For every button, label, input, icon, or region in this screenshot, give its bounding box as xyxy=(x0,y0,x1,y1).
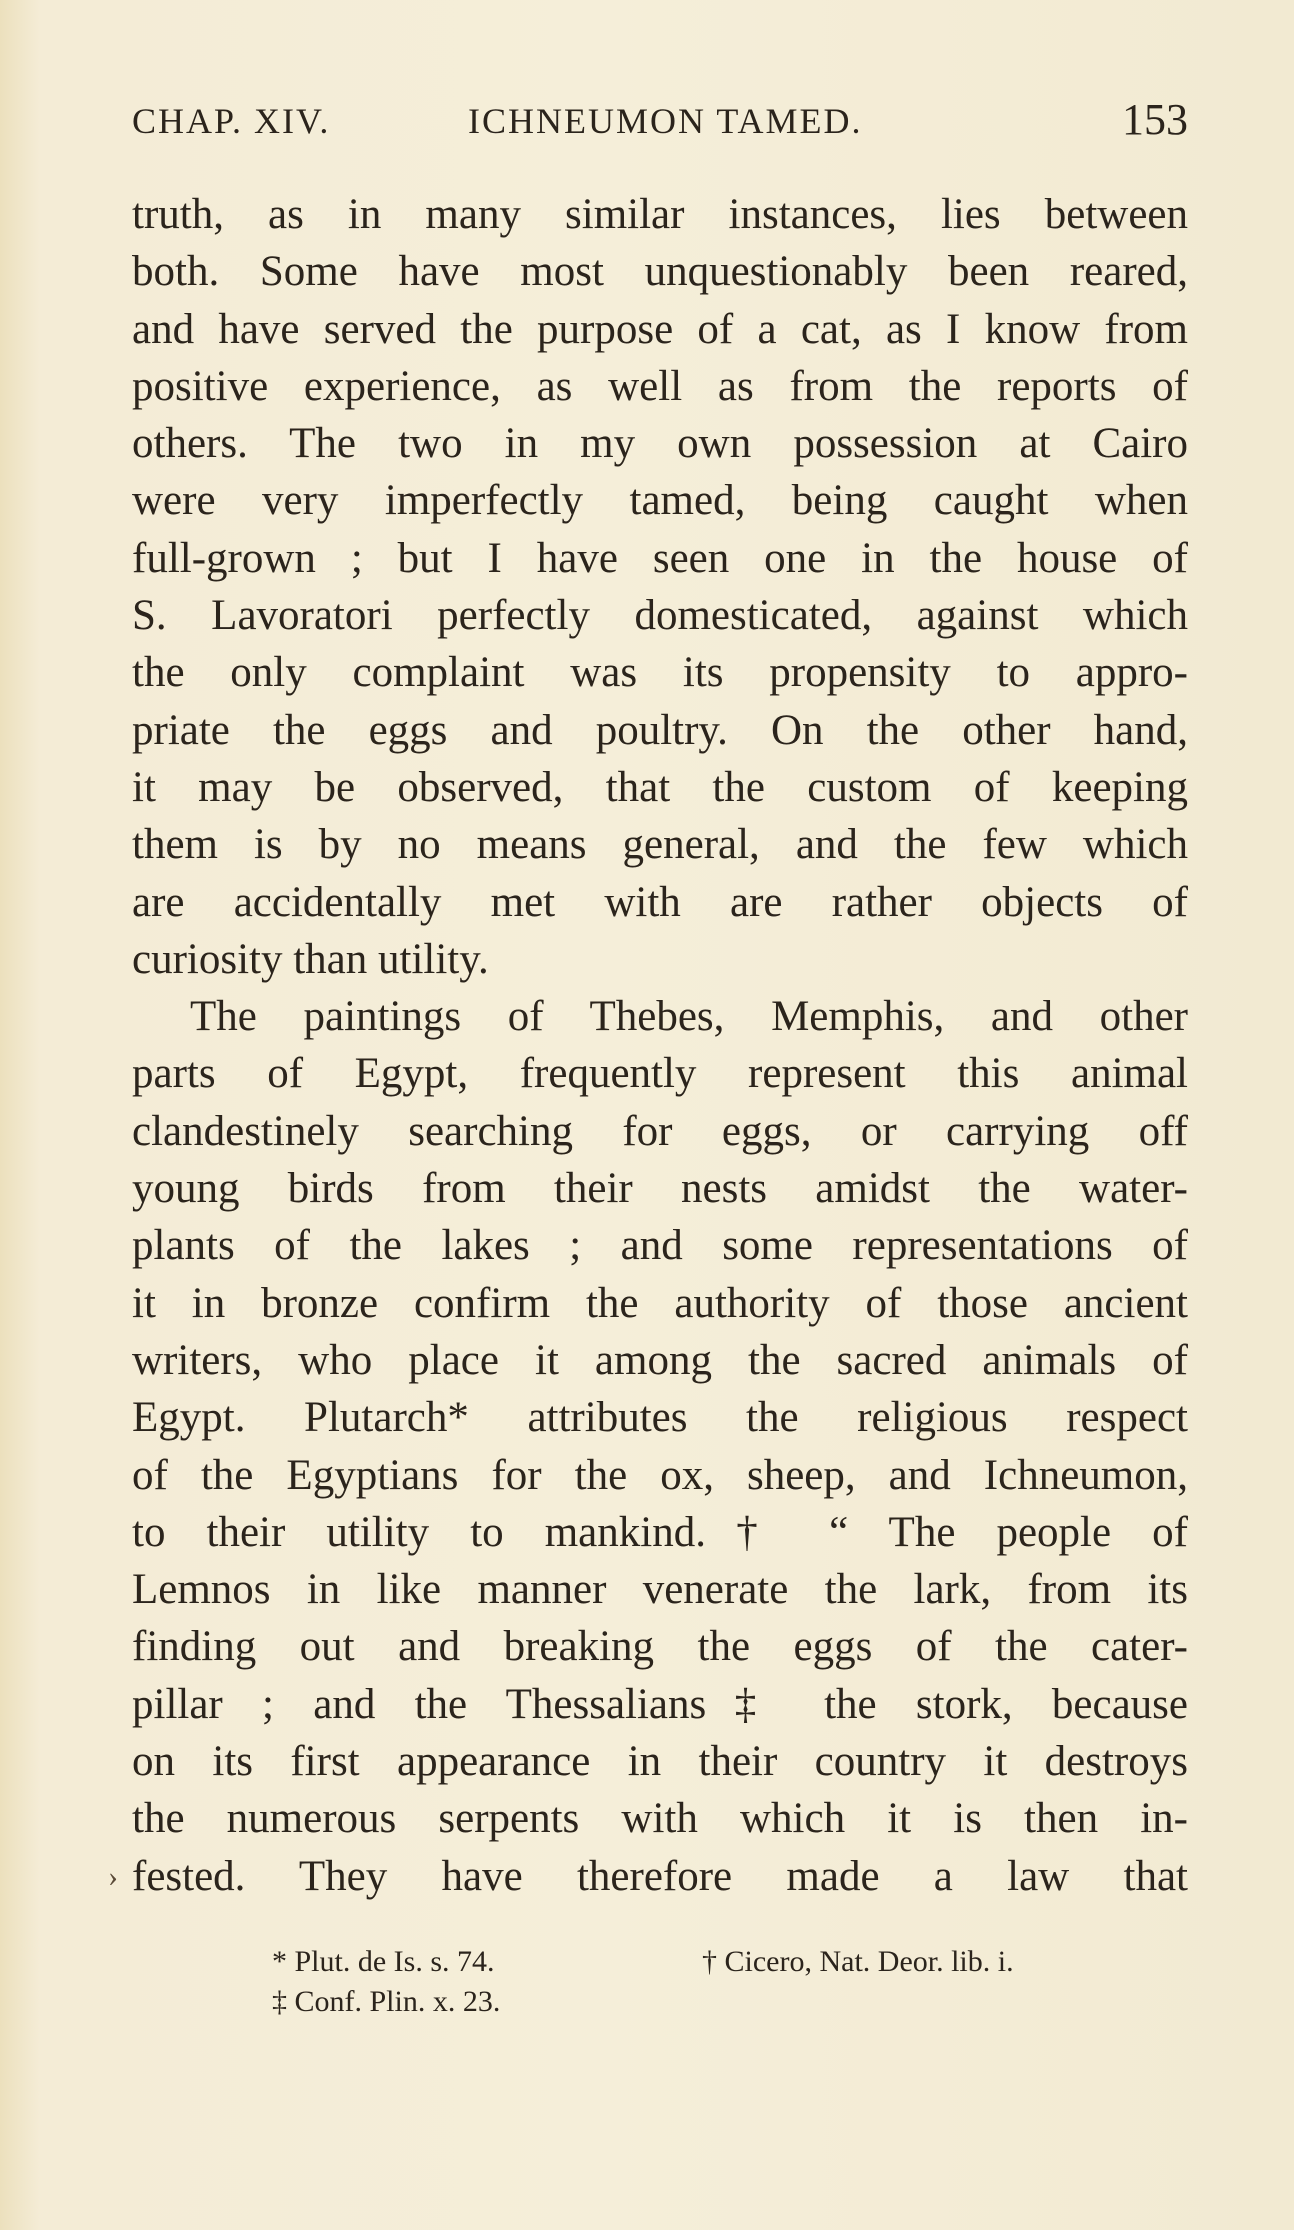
text-line: and have served the purpose of a cat, as I know from xyxy=(132,305,1188,353)
text-line: writers, who place it among the sacred animals of xyxy=(132,1336,1188,1384)
text-line: are accidentally met with are rather objects of xyxy=(132,878,1188,926)
text-line: the only complaint was its propensity to appro- xyxy=(132,649,1188,697)
footnotes xyxy=(132,1942,1188,2022)
page-title: ICHNEUMON TAMED. xyxy=(468,101,863,141)
text-line: fested. They have therefore made a law that xyxy=(132,1852,1188,1900)
text-line: were very imperfectly tamed, being caught when xyxy=(132,477,1188,525)
text-line: finding out and breaking the eggs of the cater- xyxy=(132,1623,1188,1671)
text-line: it may be observed, that the custom of keeping xyxy=(132,763,1188,811)
footnote-row xyxy=(132,1982,1188,2022)
body-text xyxy=(132,186,1188,1905)
text-line: positive experience, as well as from the reports of xyxy=(132,362,1188,410)
text-line: clandestinely searching for eggs, or carrying off xyxy=(132,1107,1188,1155)
text-line: plants of the lakes ; and some representations of xyxy=(132,1222,1188,1270)
paragraph-start-line: The paintings of Thebes, Memphis, and other xyxy=(190,993,1188,1041)
text-line: young birds from their nests amidst the water- xyxy=(132,1165,1188,1213)
text-line: S. Lavoratori perfectly domesticated, against which xyxy=(132,592,1188,640)
text-line: both. Some have most unquestionably been reared, xyxy=(132,248,1188,296)
text-line: of the Egyptians for the ox, sheep, and Ichneumon, xyxy=(132,1451,1188,1499)
text-line: the numerous serpents with which it is then in- xyxy=(132,1795,1188,1843)
chapter-label: CHAP. XIV. xyxy=(132,101,331,141)
text-line: full-grown ; but I have seen one in the house of xyxy=(132,534,1188,582)
text-line: truth, as in many similar instances, lies between xyxy=(132,191,1188,238)
footnote-cicero: † Cicero, Nat. Deor. lib. i. xyxy=(702,1945,1014,1978)
running-header xyxy=(132,95,1188,160)
footnote-plutarch: * Plut. de Is. s. 74. xyxy=(272,1945,495,1978)
text-line: priate the eggs and poultry. On the other hand, xyxy=(132,706,1188,754)
text-line: others. The two in my own possession at Cairo xyxy=(132,420,1188,468)
text-line: it in bronze confirm the authority of those ancient xyxy=(132,1279,1188,1327)
text-line: curiosity than utility. xyxy=(132,935,489,983)
text-line: pillar ; and the Thessalians‡ the stork, because xyxy=(132,1680,1188,1728)
text-line: on its first appearance in their country it destroys xyxy=(132,1738,1188,1786)
footnote-row xyxy=(132,1942,1188,1982)
text-line: them is by no means general, and the few which xyxy=(132,821,1188,869)
text-line: parts of Egypt, frequently represent this animal xyxy=(132,1050,1188,1098)
text-line: Lemnos in like manner venerate the lark, from its xyxy=(132,1566,1188,1614)
footnote-pliny: ‡ Conf. Plin. x. 23. xyxy=(272,1985,501,2018)
margin-mark: › xyxy=(108,1860,118,1893)
page-number: 153 xyxy=(1122,95,1188,144)
text-line: Egypt. Plutarch* attributes the religious respect xyxy=(132,1394,1188,1442)
text-line: to their utility to mankind.† “ The people of xyxy=(132,1508,1188,1556)
